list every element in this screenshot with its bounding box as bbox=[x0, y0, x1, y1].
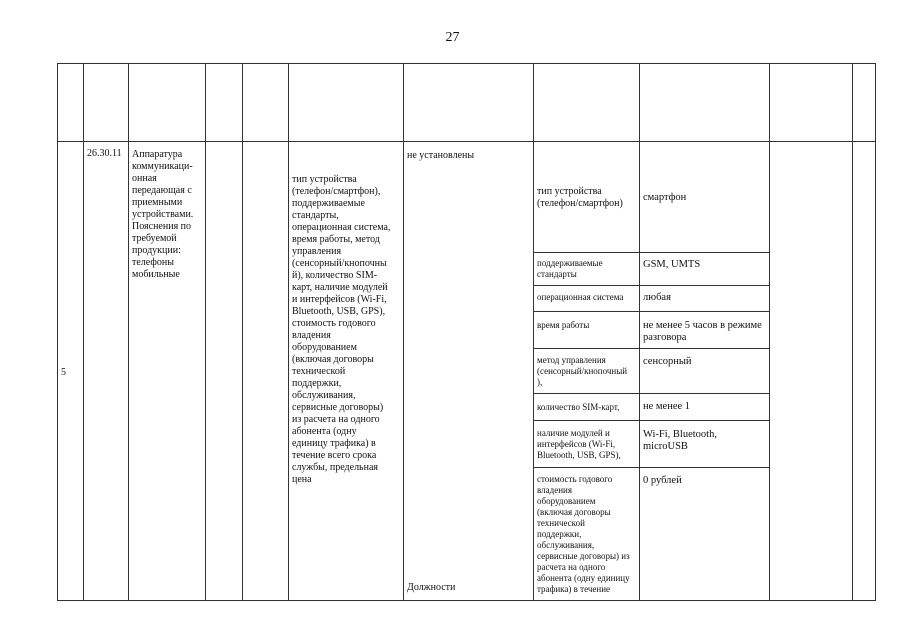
col-line bbox=[533, 63, 534, 601]
col-line bbox=[128, 63, 129, 601]
table-bottom-border bbox=[57, 600, 875, 601]
spec-value: 0 рублей bbox=[643, 475, 682, 486]
spec-value: не менее 1 bbox=[643, 401, 691, 412]
characteristics-list: тип устройства (телефон/смартфон), поддерживаемые стандарты, операционная система, время работы, метод управления (сенсорный/кнопочны й), количество SIM- карт, наличие модулей и интерфейсов (Wi-Fi, Bluetooth, USB, GPS), стоимость годового владения оборудованием (включая договоры технической поддержки, обслуживания, сервисные договоры) из расчета на одного абонента (одну единицу трафика) в течение всего срока службы, предельная цена bbox=[292, 174, 391, 485]
col-line bbox=[288, 63, 289, 601]
spec-row-border bbox=[533, 393, 769, 394]
spec-value: не менее 5 часов в режиме разговора bbox=[643, 320, 762, 343]
col-line bbox=[57, 63, 58, 601]
spec-row-border bbox=[533, 311, 769, 312]
status-text: не установлены bbox=[407, 150, 475, 161]
spec-row-border bbox=[533, 467, 769, 468]
col-line bbox=[875, 63, 876, 601]
header-row-border bbox=[57, 141, 875, 142]
spec-name: метод управления (сенсорный/кнопочный ), bbox=[537, 355, 628, 387]
spec-name: поддерживаемые стандарты bbox=[537, 258, 603, 279]
spec-row-border bbox=[533, 348, 769, 349]
okpd-code: 26.30.11 bbox=[87, 148, 122, 159]
spec-name: количество SIM-карт, bbox=[537, 402, 620, 412]
position-text: Должности bbox=[407, 582, 456, 593]
col-line bbox=[242, 63, 243, 601]
row-number: 5 bbox=[61, 367, 66, 378]
col-line bbox=[403, 63, 404, 601]
col-line bbox=[83, 63, 84, 601]
spec-row-border bbox=[533, 285, 769, 286]
col-line bbox=[852, 63, 853, 601]
table-top-border bbox=[57, 63, 875, 64]
spec-value: сенсорный bbox=[643, 356, 692, 367]
page-number: 27 bbox=[445, 30, 460, 45]
product-name: Аппаратура коммуникаци- онная передающая с приемными устройствами. Пояснения по требуемой продукции: телефоны мобильные bbox=[132, 149, 194, 280]
col-line bbox=[205, 63, 206, 601]
spec-row-border bbox=[533, 420, 769, 421]
spec-value: Wi-Fi, Bluetooth, microUSB bbox=[643, 429, 717, 452]
spec-value: смартфон bbox=[643, 192, 687, 203]
spec-name: время работы bbox=[537, 320, 590, 330]
spec-name: тип устройства (телефон/смартфон) bbox=[537, 186, 623, 209]
spec-name: операционная система bbox=[537, 292, 624, 302]
spec-name: стоимость годового владения оборудованием (включая договоры технической поддержки, обслуживания, сервисные договоры) из расчета на одного абонента (одну единицу трафика) в течение bbox=[537, 474, 630, 594]
spec-value: GSM, UMTS bbox=[643, 259, 701, 270]
spec-value: любая bbox=[643, 292, 671, 303]
spec-row-border bbox=[533, 252, 769, 253]
col-line bbox=[769, 63, 770, 601]
spec-name: наличие модулей и интерфейсов (Wi-Fi, Bluetooth, USB, GPS), bbox=[537, 428, 621, 460]
